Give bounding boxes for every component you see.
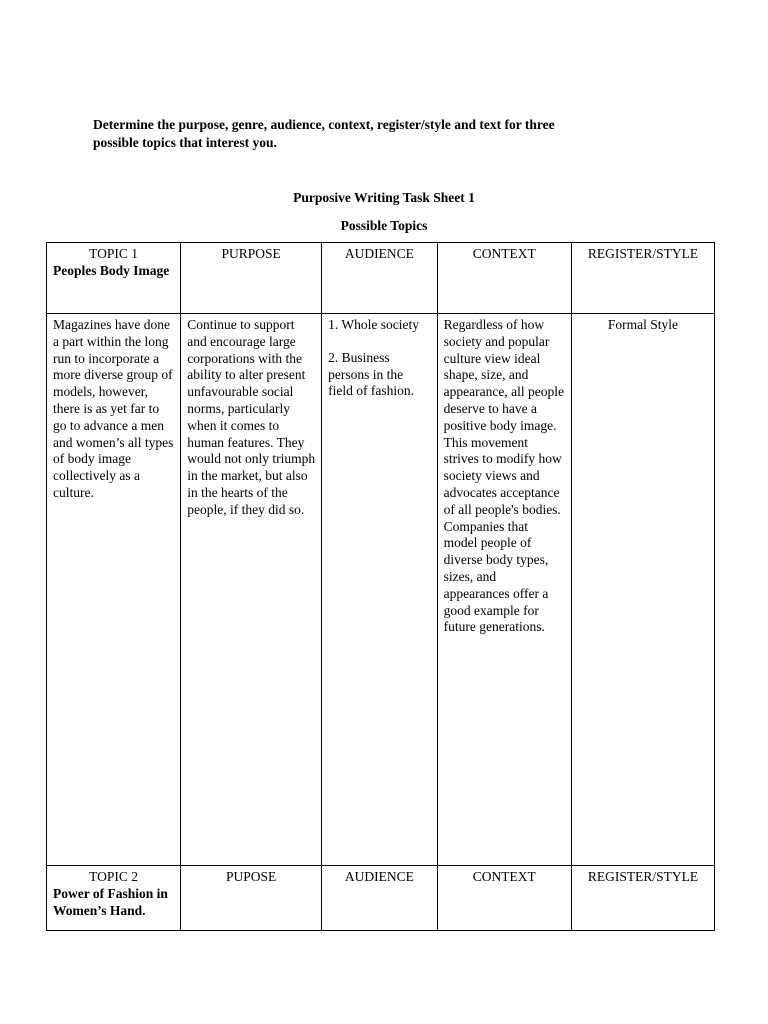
sheet-title: Purposive Writing Task Sheet 1 bbox=[293, 190, 475, 205]
sheet-subtitle: Possible Topics bbox=[340, 218, 428, 233]
topic1-purpose-cell: Continue to support and encourage large corporations with the ability to alter present unfavourable social norms, particularly when it comes to human features. They would not only triumph in the market, but also in the hearts of the people, if they did so. bbox=[181, 314, 322, 866]
audience-item-1: 1. Whole society bbox=[328, 317, 419, 332]
topics-table bbox=[46, 242, 715, 931]
topic1-header-cell bbox=[47, 243, 181, 314]
topic1-register-header: REGISTER/STYLE bbox=[571, 243, 714, 314]
topic1-description-cell: Magazines have done a part within the long run to incorporate a more diverse group of models, however, there is as yet far to go to advance a men and women’s all types of body image collectively as a culture. bbox=[47, 314, 181, 866]
instruction-text bbox=[93, 116, 653, 152]
instruction-line-1: Determine the purpose, genre, audience, context, register/style and text for three bbox=[93, 117, 555, 132]
audience-item-2: 2. Business persons in the field of fashion. bbox=[328, 349, 414, 399]
topic2-label: TOPIC 2 bbox=[89, 869, 139, 884]
topic2-header-cell bbox=[47, 866, 181, 931]
topic1-register-cell: Formal Style bbox=[571, 314, 714, 866]
topic1-audience-cell bbox=[322, 314, 438, 866]
topic2-register-header: REGISTER/STYLE bbox=[571, 866, 714, 931]
topic2-purpose-header: PUPOSE bbox=[181, 866, 322, 931]
topic2-context-header: CONTEXT bbox=[437, 866, 571, 931]
topic1-label: TOPIC 1 bbox=[89, 246, 139, 261]
topic1-name: Peoples Body Image bbox=[53, 262, 170, 278]
topic2-header-row bbox=[47, 866, 715, 931]
topic1-purpose-header: PURPOSE bbox=[181, 243, 322, 314]
topic2-audience-header: AUDIENCE bbox=[322, 866, 438, 931]
topic1-context-cell: Regardless of how society and popular culture view ideal shape, size, and appearance, all people deserve to have a positive body image. This movement strives to modify how society views and advocates acceptance of all people's bodies. Companies that model people of diverse body types, sizes, and appearances offer a good example for future generations. bbox=[437, 314, 571, 866]
instruction-line-2: possible topics that interest you. bbox=[93, 135, 277, 150]
topic1-context-header: CONTEXT bbox=[437, 243, 571, 314]
topic1-audience-header: AUDIENCE bbox=[322, 243, 438, 314]
topic1-header-row bbox=[47, 243, 715, 314]
topic1-body-row bbox=[47, 314, 715, 866]
topic2-name: Power of Fashion in Women’s Hand. bbox=[53, 885, 168, 918]
